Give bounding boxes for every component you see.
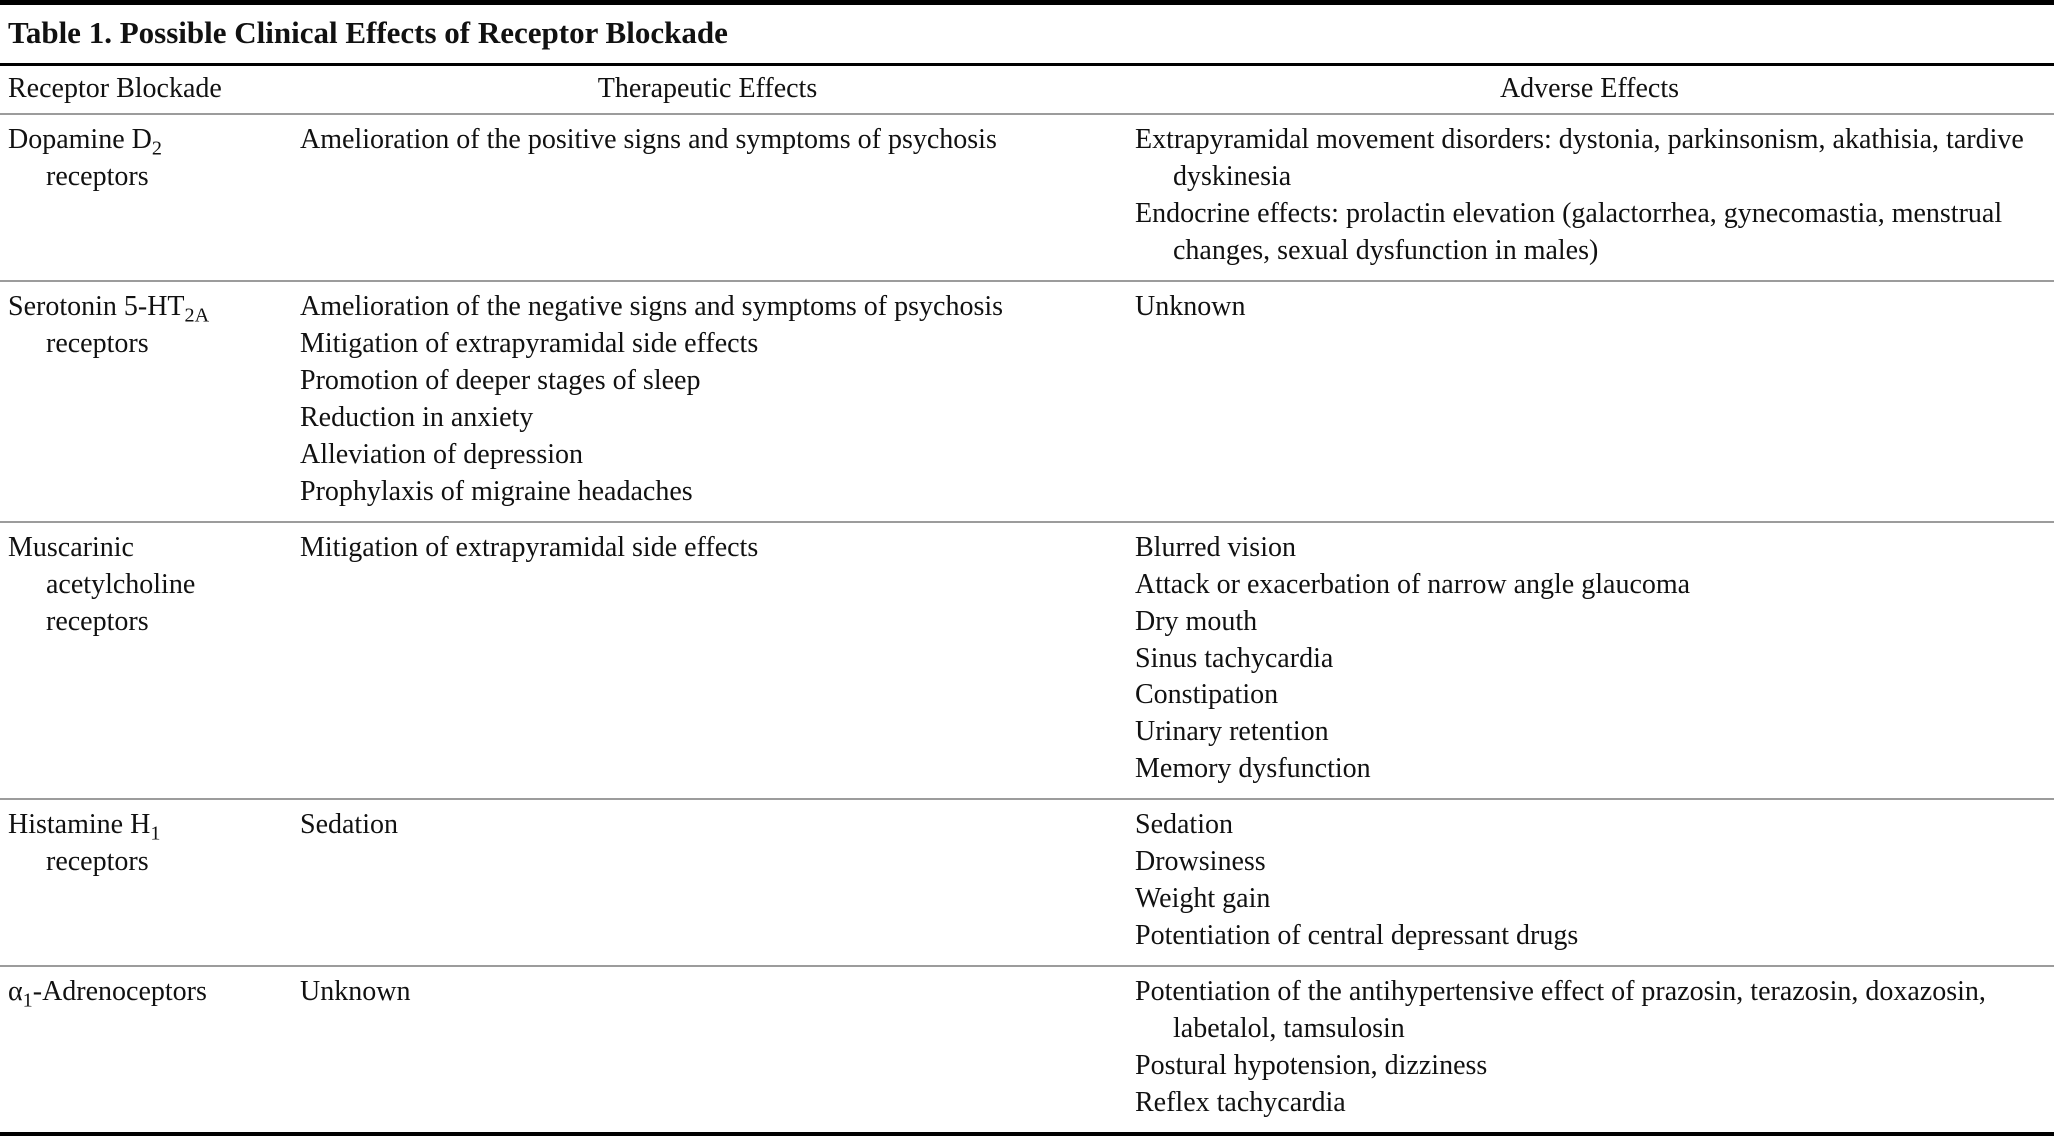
receptor-cell <box>0 289 300 511</box>
receptor-subscript: 2 <box>151 137 162 160</box>
table-row <box>0 798 2054 965</box>
receptor-name-line <box>8 844 286 881</box>
therapeutic-effect-item: Promotion of deeper stages of sleep <box>300 364 701 396</box>
table-body <box>0 113 2054 1132</box>
column-header-adverse-effects: Adverse Effects <box>1499 72 1680 104</box>
receptor-text: acetylcholine <box>46 568 196 600</box>
column-header-therapeutic-effects: Therapeutic Effects <box>597 72 818 104</box>
receptor-text: receptors <box>46 327 149 359</box>
therapeutic-effects-cell <box>300 122 1135 270</box>
adverse-effects-cell <box>1135 530 2054 789</box>
receptor-text: Muscarinic <box>8 531 134 563</box>
table-title: Table 1. Possible Clinical Effects of Receptor Blockade <box>8 15 728 50</box>
adverse-effects-cell <box>1135 807 2054 955</box>
receptor-name-line <box>8 530 286 567</box>
therapeutic-effect-item: Alleviation of depression <box>300 438 584 470</box>
column-header-receptor-blockade: Receptor Blockade <box>8 72 222 104</box>
adverse-effect-item: Postural hypotension, dizziness <box>1135 1050 1488 1082</box>
therapeutic-effects-cell <box>300 289 1135 511</box>
table-row <box>0 521 2054 799</box>
adverse-effect-item: Sedation <box>1135 809 1233 841</box>
table-row <box>0 280 2054 521</box>
adverse-effect-item: Sinus tachycardia <box>1135 642 1334 674</box>
receptor-text: Serotonin 5-HT <box>8 290 185 322</box>
receptor-cell <box>0 974 300 1122</box>
adverse-effects-cell <box>1135 122 2054 270</box>
receptor-text: -Adrenoceptors <box>32 976 207 1008</box>
receptor-cell <box>0 122 300 270</box>
therapeutic-effects-cell <box>300 530 1135 789</box>
receptor-name-line <box>8 604 286 641</box>
therapeutic-effect-item: Mitigation of extrapyramidal side effects <box>300 531 759 563</box>
receptor-name-line <box>8 326 286 363</box>
receptor-cell <box>0 530 300 789</box>
receptor-text: receptors <box>46 161 149 193</box>
adverse-effect-item: Constipation <box>1135 679 1279 711</box>
receptor-text: Dopamine D <box>8 124 152 156</box>
receptor-name-line <box>8 807 286 844</box>
therapeutic-effect-item: Unknown <box>300 976 411 1008</box>
adverse-effect-item: Extrapyramidal movement disorders: dystonia, parkinsonism, akathisia, tardive dyskinesia <box>1135 124 2024 193</box>
receptor-subscript: 2A <box>184 304 210 327</box>
receptor-name-line <box>8 122 286 159</box>
table-row <box>0 115 2054 280</box>
receptor-text: Histamine H <box>8 809 151 841</box>
adverse-effects-cell <box>1135 289 2054 511</box>
receptor-text: α <box>8 976 23 1008</box>
therapeutic-effect-item: Sedation <box>300 809 398 841</box>
bottom-rule <box>0 1132 2054 1136</box>
adverse-effect-item: Weight gain <box>1135 883 1271 915</box>
receptor-text: receptors <box>46 605 149 637</box>
therapeutic-effect-item: Amelioration of the positive signs and symptoms of psychosis <box>300 124 997 156</box>
therapeutic-effects-cell <box>300 807 1135 955</box>
receptor-name-line <box>8 567 286 604</box>
adverse-effect-item: Memory dysfunction <box>1135 753 1371 785</box>
adverse-effect-item: Drowsiness <box>1135 846 1266 878</box>
receptor-name-line <box>8 159 286 196</box>
therapeutic-effect-item: Mitigation of extrapyramidal side effects <box>300 327 759 359</box>
adverse-effect-item: Endocrine effects: prolactin elevation (galactorrhea, gynecomastia, menstrual changes, sexual dysfunction in males) <box>1135 198 2003 266</box>
adverse-effect-item: Potentiation of central depressant drugs <box>1135 920 1579 952</box>
adverse-effect-item: Unknown <box>1135 290 1246 322</box>
therapeutic-effect-item: Prophylaxis of migraine headaches <box>300 475 693 507</box>
receptor-subscript: 1 <box>22 989 33 1012</box>
therapeutic-effect-item: Amelioration of the negative signs and symptoms of psychosis <box>300 290 1004 322</box>
receptor-cell <box>0 807 300 955</box>
adverse-effect-item: Urinary retention <box>1135 716 1329 748</box>
adverse-effects-cell <box>1135 974 2054 1122</box>
receptor-subscript: 1 <box>150 822 161 845</box>
table-row <box>0 965 2054 1132</box>
adverse-effect-item: Blurred vision <box>1135 531 1296 563</box>
adverse-effect-item: Potentiation of the antihypertensive effect of prazosin, terazosin, doxazosin, labetalol, tamsulosin <box>1135 976 1986 1045</box>
receptor-name-line <box>8 289 286 326</box>
therapeutic-effects-cell <box>300 974 1135 1122</box>
adverse-effect-item: Attack or exacerbation of narrow angle glaucoma <box>1135 568 1691 600</box>
adverse-effect-item: Reflex tachycardia <box>1135 1087 1346 1119</box>
receptor-name-line <box>8 974 286 1011</box>
table-header-row <box>0 66 2054 113</box>
therapeutic-effect-item: Reduction in anxiety <box>300 401 534 433</box>
adverse-effect-item: Dry mouth <box>1135 605 1258 637</box>
receptor-text: receptors <box>46 846 149 878</box>
